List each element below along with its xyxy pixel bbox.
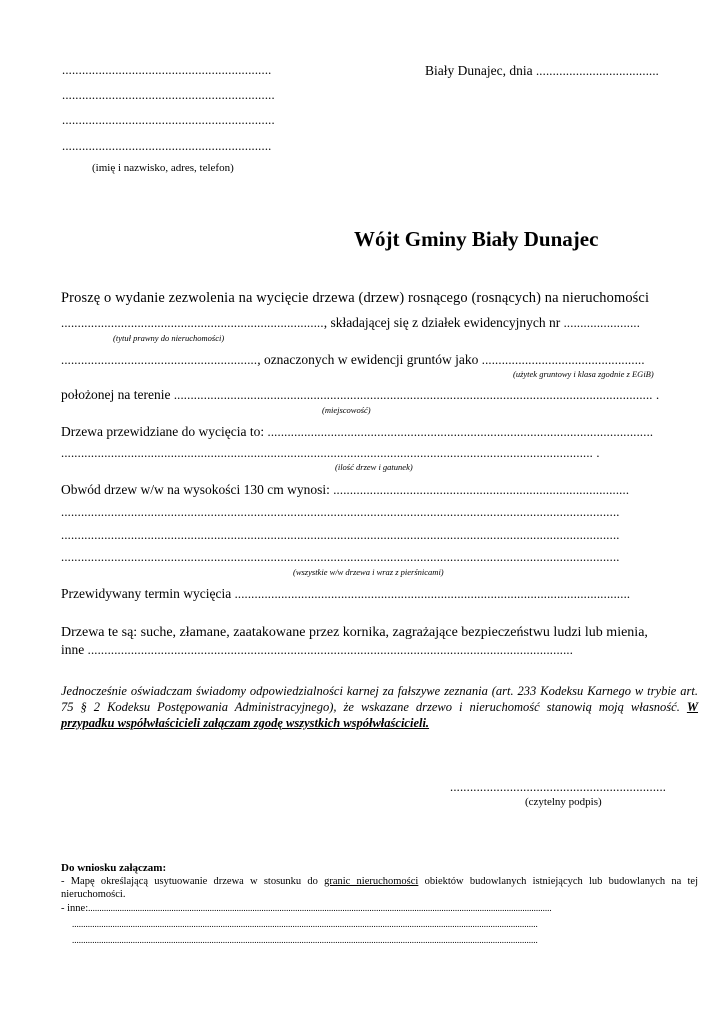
applicant-caption: (imię i nazwisko, adres, telefon): [92, 162, 234, 174]
planned-date-label: Przewidywany termin wycięcia: [61, 586, 232, 601]
girth-line: [61, 482, 686, 498]
trees-line: [61, 424, 686, 440]
attachment-item-map: [61, 875, 698, 901]
planned-date-field[interactable]: .......................................................................................................................: [234, 587, 631, 601]
location-line: [61, 387, 686, 403]
condition-other-field[interactable]: ..................................................................................................................................................: [87, 643, 574, 657]
date-field[interactable]: .....................................: [535, 64, 659, 78]
land-register-text: , oznaczonych w ewidencji gruntów jako: [257, 352, 479, 367]
condition-text: Drzewa te są: suche, złamane, zaatakowane przez kornika, zagrażające bezpieczeństwu ludzi lub mienia,: [61, 625, 648, 640]
caption-land-use: (użytek gruntowy i klasa zgodnie z EGiB): [513, 369, 654, 379]
location-field[interactable]: ................................................................................................................................................ .: [173, 388, 660, 402]
attachment-item-other: [61, 903, 686, 914]
attachment-extra-line-2[interactable]: ...............................................................................................................................................................................................................: [72, 935, 538, 945]
parcel-list-field[interactable]: ...........................................................: [61, 353, 258, 367]
parcel-numbers-field[interactable]: .......................: [563, 316, 641, 330]
attachment-other-field[interactable]: ..............................................................................................................................................................................................................: [88, 903, 552, 913]
girth-field-2[interactable]: ........................................................................................................................................................................: [61, 505, 620, 519]
declaration-emphasis: W przypadku współwłaścicieli załączam zgodę wszystkich współwłaścicieli.: [61, 700, 699, 730]
legal-title-field[interactable]: ...............................................................................: [61, 316, 324, 330]
place-date-label: Biały Dunajec, dnia: [425, 63, 533, 78]
attachment-map-text-2: obiektów budowlanych istniejących lub budowlanych na tej nieruchomości.: [61, 876, 698, 900]
land-register-line: [61, 352, 686, 368]
attachment-map-underlined: granic nieruchomości: [324, 876, 419, 887]
applicant-line-3[interactable]: ................................................................: [62, 113, 275, 127]
caption-location: (miejscowość): [322, 405, 371, 415]
girth-field[interactable]: .........................................................................................: [333, 483, 630, 497]
applicant-line-2[interactable]: ................................................................: [62, 88, 275, 102]
land-use-field[interactable]: .................................................: [481, 353, 645, 367]
declaration: [61, 683, 698, 731]
attachments-heading: Do wniosku załączam:: [61, 862, 167, 874]
parcel-text: , składającej się z działek ewidencyjnych nr: [323, 315, 561, 330]
trees-field-2[interactable]: ................................................................................................................................................................ .: [61, 446, 600, 460]
parcel-line: [61, 315, 686, 331]
caption-trees: (ilość drzew i gatunek): [335, 462, 413, 472]
girth-label: Obwód drzew w/w na wysokości 130 cm wynosi:: [61, 482, 330, 497]
addressee-title: Wójt Gminy Biały Dunajec: [354, 227, 599, 251]
girth-field-3[interactable]: ........................................................................................................................................................................: [61, 528, 620, 542]
place-date: [425, 63, 659, 79]
signature-caption: (czytelny podpis): [525, 796, 602, 808]
applicant-line-4[interactable]: ...............................................................: [62, 139, 272, 153]
caption-legal-title: (tytuł prawny do nieruchomości): [113, 333, 225, 343]
location-label: położonej na terenie: [61, 387, 171, 402]
attachment-other-label: - inne:: [61, 903, 89, 914]
planned-date-line: [61, 586, 686, 602]
signature-field[interactable]: .................................................................: [450, 780, 667, 794]
condition-other-line: [61, 642, 686, 658]
attachment-map-text: - Mapę określającą usytuowanie drzewa w stosunku do: [61, 876, 325, 887]
request-intro: Proszę o wydanie zezwolenia na wycięcie drzewa (drzew) rosnącego (rosnących) na nieruchomości: [61, 290, 650, 306]
trees-label: Drzewa przewidziane do wycięcia to:: [61, 424, 265, 439]
declaration-text: Jednocześnie oświadczam świadomy odpowiedzialności karnej za fałszywe zeznania (art. 233 Kodeksu Karnego w trybie art. 75 § 2 Kodeksu Postępowania Administracyjnego), że wskazane drzewo i nieruchomość stanowią moją własność.: [61, 684, 698, 714]
trees-field[interactable]: ....................................................................................................................: [267, 425, 654, 439]
condition-other-label: inne: [61, 642, 85, 657]
applicant-line-1[interactable]: ...............................................................: [62, 63, 272, 77]
girth-field-4[interactable]: ........................................................................................................................................................................: [61, 550, 620, 564]
attachment-extra-line-1[interactable]: ...............................................................................................................................................................................................................: [72, 919, 538, 929]
caption-girth: (wszystkie w/w drzewa i wraz z pierśnicami): [293, 567, 444, 577]
